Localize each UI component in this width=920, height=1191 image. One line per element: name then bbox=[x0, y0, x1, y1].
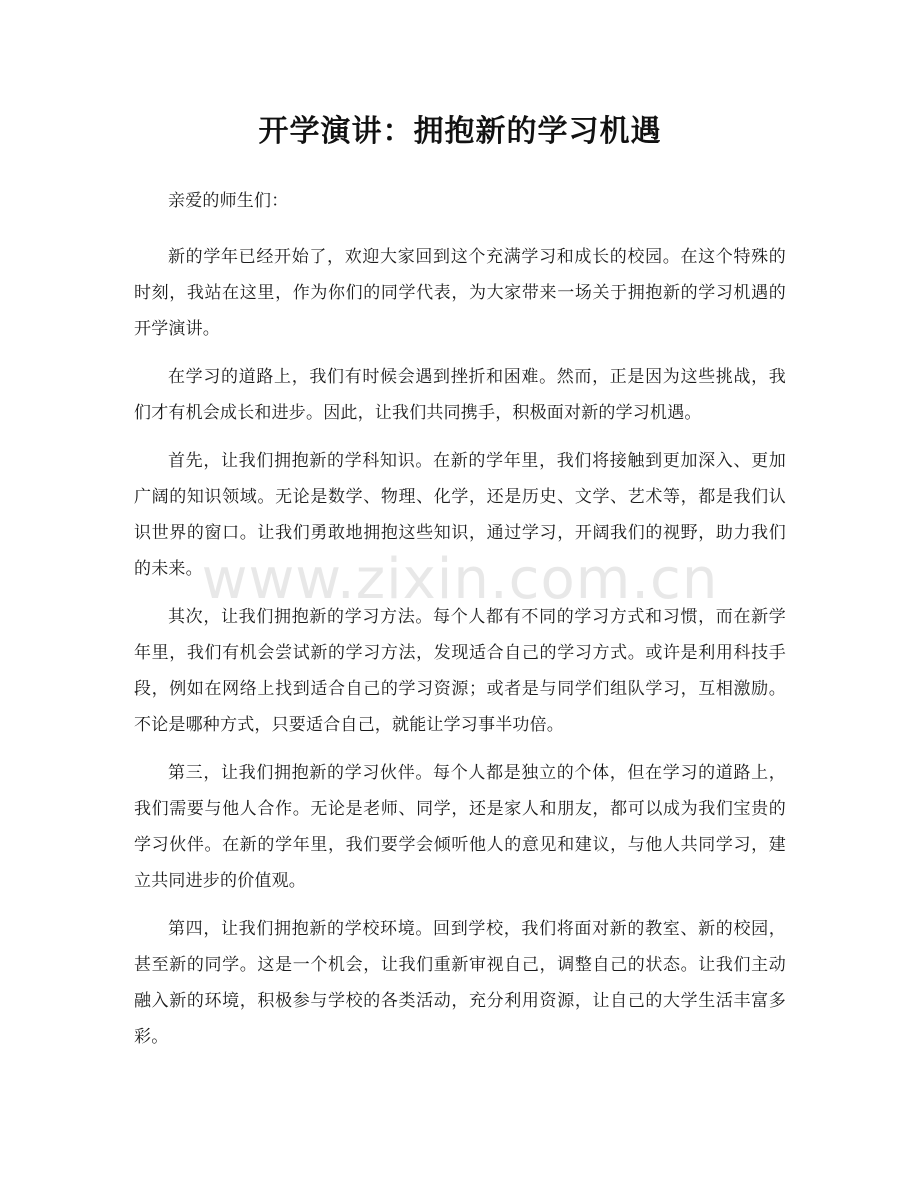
paragraph-4: 其次，让我们拥抱新的学习方法。每个人都有不同的学习方式和习惯，而在新学年里，我们有机会尝试新的学习方法，发现适合自己的学习方式。或许是利用科技手段，例如在网络上找到适合自己的学习资源；或者是与同学们组队学习，互相激励。不论是哪种方式，只要适合自己，就能让学习事半功倍。 bbox=[134, 607, 786, 735]
document-title: 开学演讲：拥抱新的学习机遇 bbox=[258, 114, 662, 149]
greeting: 亲爱的师生们： bbox=[168, 191, 289, 211]
watermark: www.zixin.com.cn bbox=[201, 547, 719, 612]
paragraph-1: 新的学年已经开始了，欢迎大家回到这个充满学习和成长的校园。在这个特殊的时刻，我站在这里，作为你们的同学代表，为大家带来一场关于拥抱新的学习机遇的开学演讲。 bbox=[134, 247, 786, 339]
paragraph-6: 第四，让我们拥抱新的学校环境。回到学校，我们将面对新的教室、新的校园，甚至新的同学。这是一个机会，让我们重新审视自己，调整自己的状态。让我们主动融入新的环境，积极参与学校的各类活动，充分利用资源，让自己的大学生活丰富多彩。 bbox=[134, 919, 786, 1047]
paragraph-2: 在学习的道路上，我们有时候会遇到挫折和困难。然而，正是因为这些挑战，我们才有机会成长和进步。因此，让我们共同携手，积极面对新的学习机遇。 bbox=[134, 367, 786, 423]
paragraph-5: 第三，让我们拥抱新的学习伙伴。每个人都是独立的个体，但在学习的道路上，我们需要与他人合作。无论是老师、同学，还是家人和朋友，都可以成为我们宝贵的学习伙伴。在新的学年里，我们要学会倾听他人的意见和建议，与他人共同学习，建立共同进步的价值观。 bbox=[134, 763, 786, 891]
paragraph-3: 首先，让我们拥抱新的学科知识。在新的学年里，我们将接触到更加深入、更加广阔的知识领域。无论是数学、物理、化学，还是历史、文学、艺术等，都是我们认识世界的窗口。让我们勇敢地拥抱这些知识，通过学习，开阔我们的视野，助力我们的未来。 bbox=[134, 451, 786, 579]
document-body bbox=[134, 183, 786, 1067]
